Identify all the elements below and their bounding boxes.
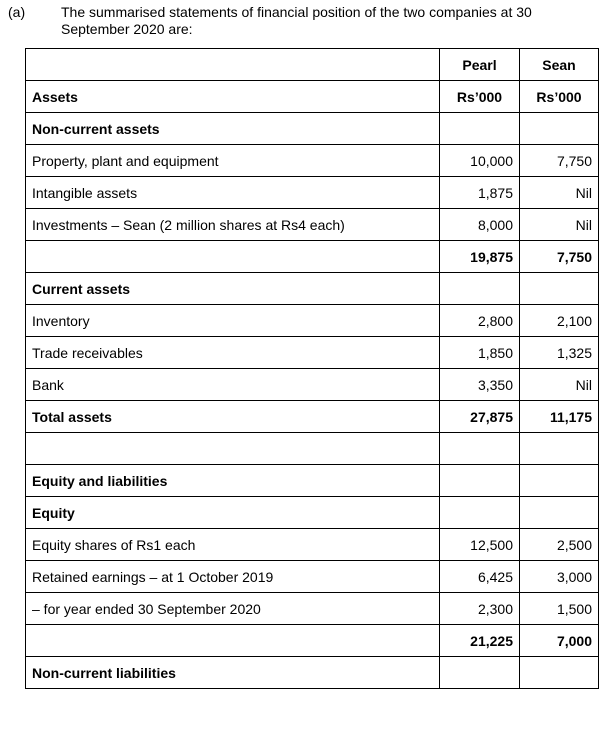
pearl-value <box>440 657 520 689</box>
row-label: Non-current assets <box>26 113 440 145</box>
sean-value: 7,750 <box>520 145 599 177</box>
sean-value: Nil <box>520 369 599 401</box>
question-text: The summarised statements of financial position of the two companies at 30 September 2020 are: <box>61 4 532 37</box>
table-row <box>26 241 599 273</box>
sean-value: 7,000 <box>520 625 599 657</box>
row-label <box>26 433 440 465</box>
row-label: Non-current liabilities <box>26 657 440 689</box>
row-label: Investments – Sean (2 million shares at Rs4 each) <box>26 209 440 241</box>
table-row <box>26 593 599 625</box>
table-row <box>26 177 599 209</box>
pearl-value: 27,875 <box>440 401 520 433</box>
table-row <box>26 625 599 657</box>
sean-value: 1,500 <box>520 593 599 625</box>
pearl-value: 12,500 <box>440 529 520 561</box>
pearl-value: 1,875 <box>440 177 520 209</box>
row-label: Bank <box>26 369 440 401</box>
table-row <box>26 369 599 401</box>
table-row <box>26 305 599 337</box>
question-label: (a) <box>8 4 26 20</box>
row-label: – for year ended 30 September 2020 <box>26 593 440 625</box>
row-label: Trade receivables <box>26 337 440 369</box>
table-row <box>26 401 599 433</box>
sean-value: 7,750 <box>520 241 599 273</box>
pearl-value: 8,000 <box>440 209 520 241</box>
sean-value <box>520 113 599 145</box>
table-row <box>26 561 599 593</box>
sean-value: 1,325 <box>520 337 599 369</box>
units-pearl: Rs’000 <box>440 81 520 113</box>
sean-value: 2,500 <box>520 529 599 561</box>
sean-value <box>520 273 599 305</box>
pearl-value: 21,225 <box>440 625 520 657</box>
sean-value <box>520 465 599 497</box>
row-label: Equity shares of Rs1 each <box>26 529 440 561</box>
table-row <box>26 433 599 465</box>
pearl-value: 3,350 <box>440 369 520 401</box>
row-label: Total assets <box>26 401 440 433</box>
pearl-value <box>440 433 520 465</box>
pearl-value: 2,300 <box>440 593 520 625</box>
sean-value: Nil <box>520 209 599 241</box>
pearl-value: 1,850 <box>440 337 520 369</box>
sean-value <box>520 497 599 529</box>
row-label: Intangible assets <box>26 177 440 209</box>
table-row <box>26 337 599 369</box>
table-row <box>26 465 599 497</box>
row-label: Equity and liabilities <box>26 465 440 497</box>
table-row <box>26 497 599 529</box>
pearl-value <box>440 273 520 305</box>
pearl-value <box>440 465 520 497</box>
table-row <box>26 209 599 241</box>
pearl-value <box>440 497 520 529</box>
header-pearl: Pearl <box>440 49 520 81</box>
sean-value: Nil <box>520 177 599 209</box>
sean-value: 11,175 <box>520 401 599 433</box>
table-header-row <box>26 49 599 81</box>
table-row <box>26 113 599 145</box>
sean-value <box>520 433 599 465</box>
sean-value: 3,000 <box>520 561 599 593</box>
row-label <box>26 625 440 657</box>
header-sean: Sean <box>520 49 599 81</box>
pearl-value: 6,425 <box>440 561 520 593</box>
row-label: Retained earnings – at 1 October 2019 <box>26 561 440 593</box>
row-label: Property, plant and equipment <box>26 145 440 177</box>
pearl-value <box>440 113 520 145</box>
row-label: Equity <box>26 497 440 529</box>
row-label: Current assets <box>26 273 440 305</box>
row-label: Inventory <box>26 305 440 337</box>
table-row <box>26 529 599 561</box>
pearl-value: 10,000 <box>440 145 520 177</box>
table-units-row <box>26 81 599 113</box>
row-label <box>26 241 440 273</box>
table-row <box>26 657 599 689</box>
sean-value <box>520 657 599 689</box>
pearl-value: 19,875 <box>440 241 520 273</box>
table-row <box>26 273 599 305</box>
header-assets: Assets <box>26 81 440 113</box>
table-row <box>26 145 599 177</box>
header-blank-cell <box>26 49 440 81</box>
pearl-value: 2,800 <box>440 305 520 337</box>
units-sean: Rs’000 <box>520 81 599 113</box>
financial-position-table <box>25 48 599 689</box>
sean-value: 2,100 <box>520 305 599 337</box>
